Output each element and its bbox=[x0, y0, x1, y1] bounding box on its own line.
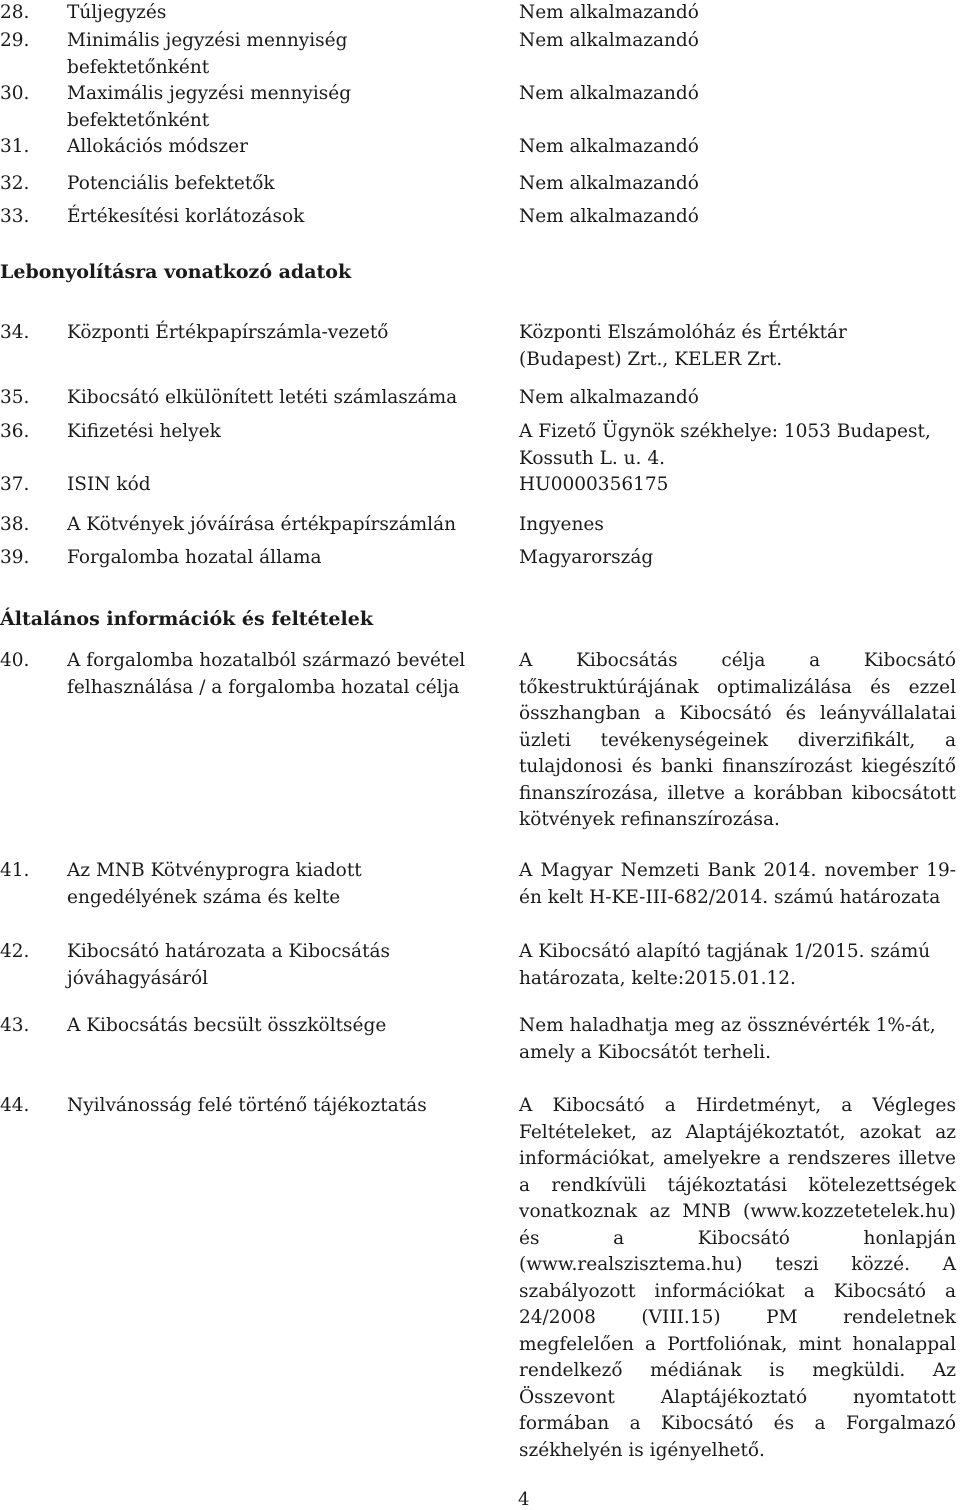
item-number: 40. bbox=[0, 650, 30, 671]
item-number: 44. bbox=[0, 1095, 30, 1116]
item-label: Nyilvánosság felé történő tájékoztatás bbox=[67, 1095, 427, 1116]
item-value: Központi Elszámolóház és Értéktár (Budapest) Zrt., KELER Zrt. bbox=[519, 322, 847, 370]
item-label: Kibocsátó határozata a Kibocsátás jóváhagyásáról bbox=[67, 941, 391, 989]
item-label: Allokációs módszer bbox=[67, 136, 248, 157]
item-label: Túljegyzés bbox=[67, 2, 167, 23]
item-value: A Kibocsátás célja a Kibocsátó tőkestruktúrájának optimalizálása és ezzel összhangban a Kibocsátó és leányvállalatai üzleti tevékenységeinek diverzifikált, a tulajdonosi és banki finanszírozást kiegészítő finanszírozása, illetve a korábban kibocsátott kötvények refinanszírozása. bbox=[519, 650, 956, 830]
item-value: A Kibocsátó a Hirdetményt, a Végleges Feltételeket, az Alaptájékoztatót, azokat az információkat, amelyekre a rendszeres illetve a rendkívüli tájékoztatási kötelezettségek vonatkoznak az MNB (www.kozzetetelek.hu) és a Kibocsátó honlapján (www.realszisztema.hu) teszi közzé. A szabályozott információkat a Kibocsátó a 24/2008 (VIII.15) PM rendeletnek megfelelően a Portfoliónak, mint honalappal rendelkező médiának is megküldi. Az Összevont Alaptájékoztató nyomtatott formában a Kibocsátó és a Forgalmazó székhelyén is igényelhető. bbox=[519, 1095, 956, 1461]
item-value: Nem alkalmazandó bbox=[519, 136, 699, 157]
item-label: Forgalomba hozatal állama bbox=[67, 547, 322, 568]
item-label: Minimális jegyzési mennyiség befektetőnként bbox=[67, 30, 348, 78]
item-number: 39. bbox=[0, 547, 30, 568]
item-number: 30. bbox=[0, 83, 30, 104]
item-label: ISIN kód bbox=[67, 474, 151, 495]
item-value: Ingyenes bbox=[519, 514, 604, 535]
item-value: A Magyar Nemzeti Bank 2014. november 19-én kelt H-KE-III-682/2014. számú határozata bbox=[519, 860, 956, 908]
item-number: 42. bbox=[0, 941, 30, 962]
item-value: Nem alkalmazandó bbox=[519, 387, 699, 408]
item-label: Maximális jegyzési mennyiség befektetőnként bbox=[67, 83, 352, 131]
item-number: 32. bbox=[0, 173, 30, 194]
item-value: Nem haladhatja meg az össznévérték 1%-át, amely a Kibocsátót terheli. bbox=[519, 1015, 936, 1063]
item-number: 41. bbox=[0, 860, 30, 881]
item-label: Az MNB Kötvényprogra kiadott engedélyének száma és kelte bbox=[67, 860, 362, 908]
item-value: Nem alkalmazandó bbox=[519, 206, 699, 227]
section-heading-settlement: Lebonyolításra vonatkozó adatok bbox=[0, 261, 352, 283]
item-number: 34. bbox=[0, 322, 30, 343]
item-number: 28. bbox=[0, 2, 30, 23]
item-value: Nem alkalmazandó bbox=[519, 30, 699, 51]
item-label: Kibocsátó elkülönített letéti számlaszáma bbox=[67, 387, 458, 408]
item-value: A Kibocsátó alapító tagjának 1/2015. számú határozata, kelte:2015.01.12. bbox=[519, 941, 931, 989]
item-number: 33. bbox=[0, 206, 30, 227]
item-number: 35. bbox=[0, 387, 30, 408]
item-value: HU0000356175 bbox=[519, 474, 669, 495]
item-number: 36. bbox=[0, 421, 30, 442]
item-value: Nem alkalmazandó bbox=[519, 173, 699, 194]
item-number: 37. bbox=[0, 474, 30, 495]
page-number: 4 bbox=[518, 1489, 530, 1510]
item-label: Központi Értékpapírszámla-vezető bbox=[67, 322, 389, 343]
item-label: Értékesítési korlátozások bbox=[67, 206, 305, 227]
item-value: Nem alkalmazandó bbox=[519, 83, 699, 104]
item-number: 38. bbox=[0, 514, 30, 535]
item-value: A Fizető Ügynök székhelye: 1053 Budapest, Kossuth L. u. 4. bbox=[519, 421, 931, 469]
item-value: Magyarország bbox=[519, 547, 654, 568]
section-heading-general: Általános információk és feltételek bbox=[0, 608, 373, 630]
item-label: A Kötvények jóváírása értékpapírszámlán bbox=[67, 514, 457, 535]
item-value: Nem alkalmazandó bbox=[519, 2, 699, 23]
item-label: Potenciális befektetők bbox=[67, 173, 275, 194]
item-label: A forgalomba hozatalból származó bevétel felhasználása / a forgalomba hozatal célja bbox=[67, 650, 466, 698]
item-number: 43. bbox=[0, 1015, 30, 1036]
item-label: A Kibocsátás becsült összköltsége bbox=[67, 1015, 387, 1036]
item-label: Kifizetési helyek bbox=[67, 421, 221, 442]
item-number: 31. bbox=[0, 136, 30, 157]
item-number: 29. bbox=[0, 30, 30, 51]
